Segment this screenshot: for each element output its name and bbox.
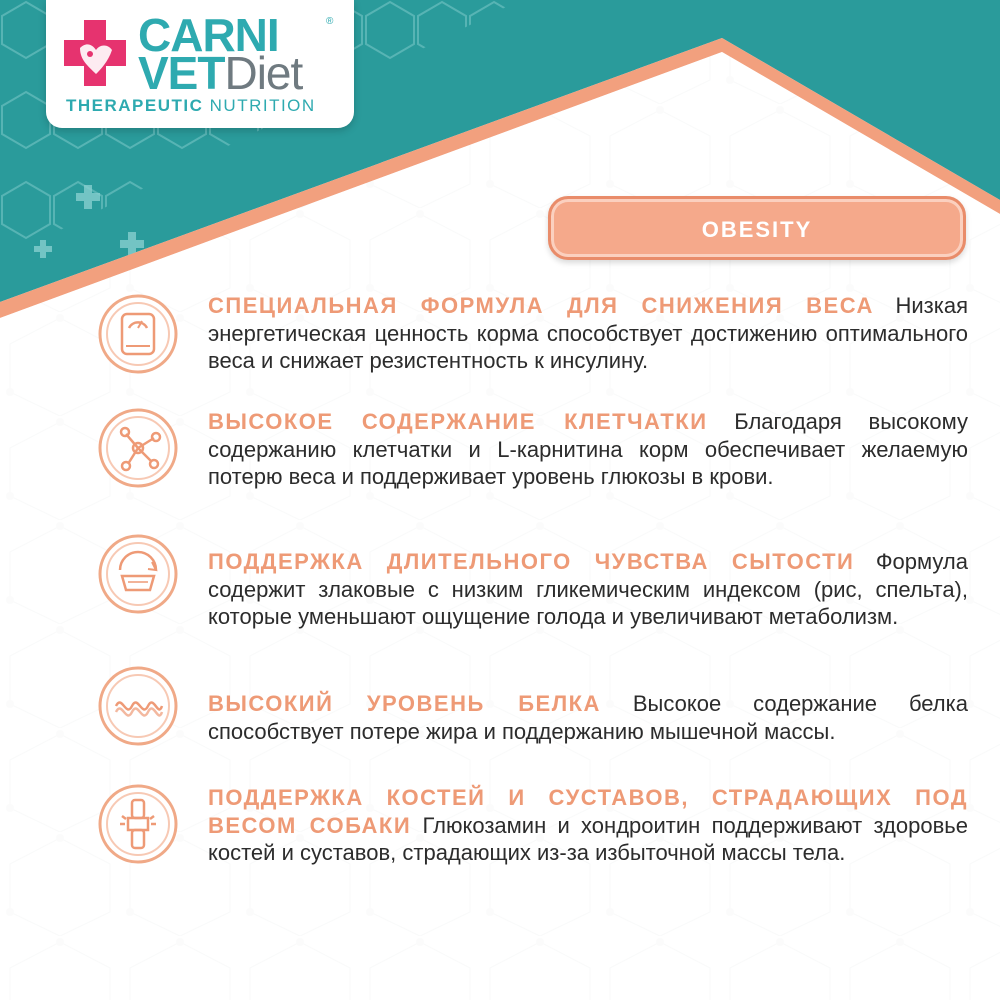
brand-name-line1: CARNI xyxy=(138,9,279,61)
feature-title: СПЕЦИАЛЬНАЯ ФОРМУЛА ДЛЯ СНИЖЕНИЯ ВЕСА xyxy=(208,293,874,318)
obesity-badge xyxy=(548,196,966,260)
brand-name-line2 xyxy=(138,47,303,99)
joint-icon xyxy=(98,784,178,864)
feature-item xyxy=(208,690,968,745)
feature-title: ПОДДЕРЖКА ДЛИТЕЛЬНОГО ЧУВСТВА СЫТОСТИ xyxy=(208,549,855,574)
medical-cross-logo-icon xyxy=(62,18,128,88)
feature-item xyxy=(208,548,968,631)
tagline-bold: THERAPEUTIC xyxy=(66,96,204,115)
feature-item xyxy=(208,784,968,867)
brand-tagline xyxy=(66,96,316,116)
feature-item xyxy=(208,292,968,375)
feature-item xyxy=(208,408,968,491)
brand-logo xyxy=(46,0,354,128)
feature-description: Низкая энергетическая ценность корма способствует достижению оптимального веса и снижает резистентность к инсулину. xyxy=(208,293,968,373)
feature-title: ВЫСОКОЕ СОДЕРЖАНИЕ КЛЕТЧАТКИ xyxy=(208,409,708,434)
badge-label: OBESITY xyxy=(701,217,813,242)
feature-title: ВЫСОКИЙ УРОВЕНЬ БЕЛКА xyxy=(208,691,601,716)
molecule-icon xyxy=(98,408,178,488)
feature-description: Высокое содержание белка способствует потере жира и поддержанию мышечной массы. xyxy=(208,691,968,744)
food-bowl-icon xyxy=(98,534,178,614)
scale-icon xyxy=(98,294,178,374)
brand-diet: Diet xyxy=(224,47,303,99)
registered-mark: ® xyxy=(326,16,334,27)
tagline-rest: NUTRITION xyxy=(209,96,316,115)
brand-vet: VET xyxy=(138,47,225,99)
feature-description: Формула содержит злаковые с низким гликемическим индексом (рис, спельта), которые уменьшают ощущение голода и увеличивают метаболизм. xyxy=(208,549,968,629)
muscle-fiber-icon xyxy=(98,666,178,746)
feature-title: ПОДДЕРЖКА КОСТЕЙ И СУСТАВОВ, СТРАДАЮЩИХ ПОД ВЕСОМ СОБАКИ xyxy=(208,785,968,838)
feature-description: Благодаря высокому содержанию клетчатки и L-карнитина корм обеспечивает желаемую потерю веса и поддерживает уровень глюкозы в крови. xyxy=(208,409,968,489)
feature-description: Глюкозамин и хондроитин поддерживают здоровье костей и суставов, страдающих из-за избыточной массы тела. xyxy=(208,812,968,865)
